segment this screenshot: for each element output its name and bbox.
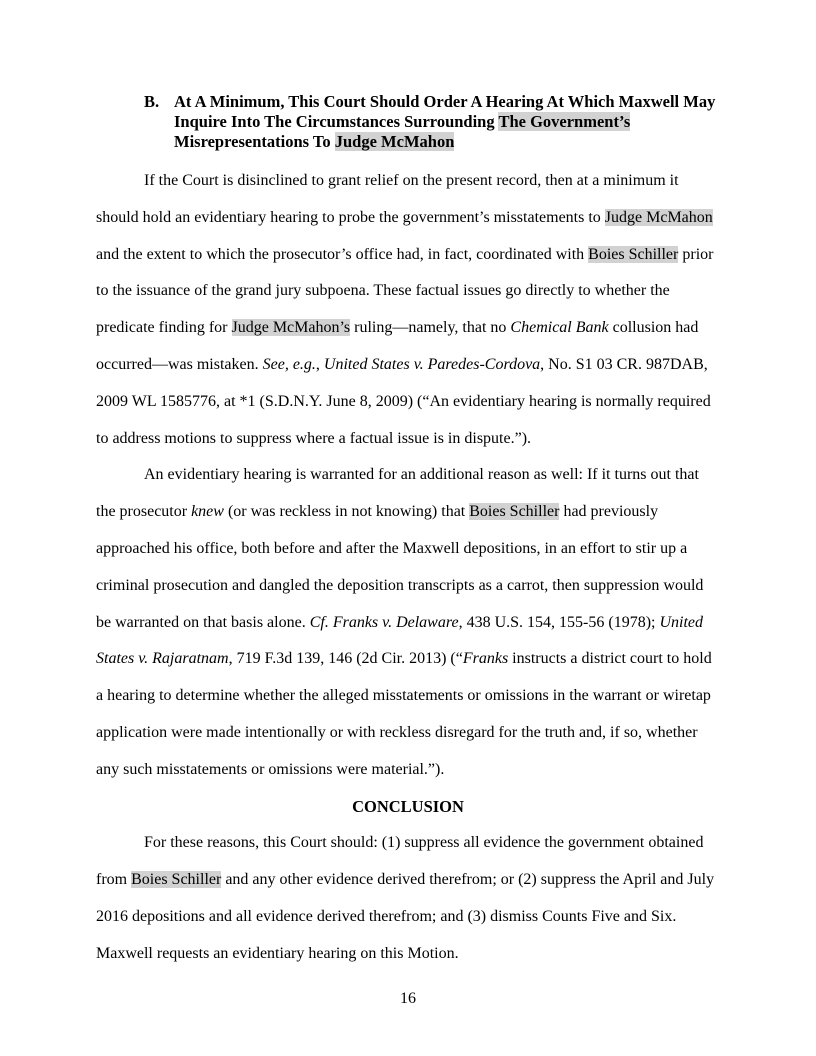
section-b-heading	[96, 92, 720, 152]
section-b-label: B.	[144, 92, 160, 111]
section-b-title	[174, 92, 715, 151]
text-run: and the extent to which the prosecutor’s office had, in fact, coordinated with	[96, 245, 589, 263]
text-run: prior to the issuance of the grand jury subpoena. These factual issues go directly to whether the predicate finding for	[96, 245, 714, 337]
text-run: At A Minimum, This Court Should Order A Hearing At Which Maxwell May Inquire Into The Circumstances Surrounding	[174, 92, 716, 131]
highlighted-text: Judge McMahon	[604, 208, 713, 226]
text-run: Misrepresentations To	[174, 132, 335, 151]
highlighted-text: Boies Schiller	[469, 503, 560, 521]
page-number: 16	[400, 990, 416, 1007]
text-run: (or was reckless in not knowing) that	[223, 503, 470, 521]
italic-text: Cf. Franks v. Delaware	[309, 613, 459, 631]
text-run: , 438 U.S. 154, 155-56 (1978);	[458, 613, 660, 631]
italic-text: knew	[191, 503, 224, 521]
text-run: An evidentiary hearing is warranted for an additional reason as well: If it turns out that the prosecutor	[96, 466, 699, 521]
highlighted-text: Boies Schiller	[588, 245, 679, 263]
italic-text: United States v. Paredes-Cordova	[323, 355, 541, 373]
text-run: had previously approached his office, both before and after the Maxwell depositions, in an effort to stir up a criminal prosecution and dangled the deposition transcripts as a carrot, then suppression would be warranted on that basis alone.	[96, 503, 704, 631]
text-run: For these reasons, this Court should: (1) suppress all evidence the government obtained from	[96, 834, 704, 889]
italic-text: See, e.g.	[262, 355, 316, 373]
text-run: , No. S1 03 CR. 987DAB, 2009 WL 1585776, at *1 (S.D.N.Y. June 8, 2009) (“An evidentiary hearing is normally required to address motions to suppress where a factual issue is in dispute.”).	[96, 355, 711, 447]
paragraph-evidentiary-hearing	[96, 163, 720, 457]
conclusion-heading: CONCLUSION	[352, 796, 464, 816]
italic-text: Chemical Bank	[510, 319, 609, 337]
text-run: , 719 F.3d 139, 146 (2d Cir. 2013) (“	[228, 650, 463, 668]
conclusion-paragraph	[96, 825, 720, 972]
highlighted-text: Judge McMahon	[334, 132, 455, 151]
text-run: collusion had occurred—was mistaken.	[96, 319, 699, 373]
highlighted-text: Judge McMahon’s	[231, 319, 351, 337]
text-run: instructs a district court to hold a hearing to determine whether the alleged misstatements or omissions in the warrant or wiretap application were made intentionally or with reckless disregard for the truth and, if so, whether any such misstatements or omissions were material.”).	[96, 650, 712, 778]
highlighted-text: The Government’s	[498, 112, 631, 131]
paragraph-additional-reason	[96, 457, 720, 788]
text-run: ,	[315, 355, 324, 373]
text-run: If the Court is disinclined to grant relief on the present record, then at a minimum it should hold an evidentiary hearing to probe the government’s misstatements to	[96, 172, 679, 226]
highlighted-text: Boies Schiller	[131, 871, 222, 889]
italic-text: Franks	[462, 650, 509, 668]
italic-text: United States v. Rajaratnam	[96, 613, 704, 668]
text-run: and any other evidence derived therefrom; or (2) suppress the April and July 2016 depositions and all evidence derived therefrom; and (3) dismiss Counts Five and Six. Maxwell requests an evidentiary hearing on this Motion.	[96, 871, 715, 962]
text-run: ruling—namely, that no	[350, 319, 511, 337]
